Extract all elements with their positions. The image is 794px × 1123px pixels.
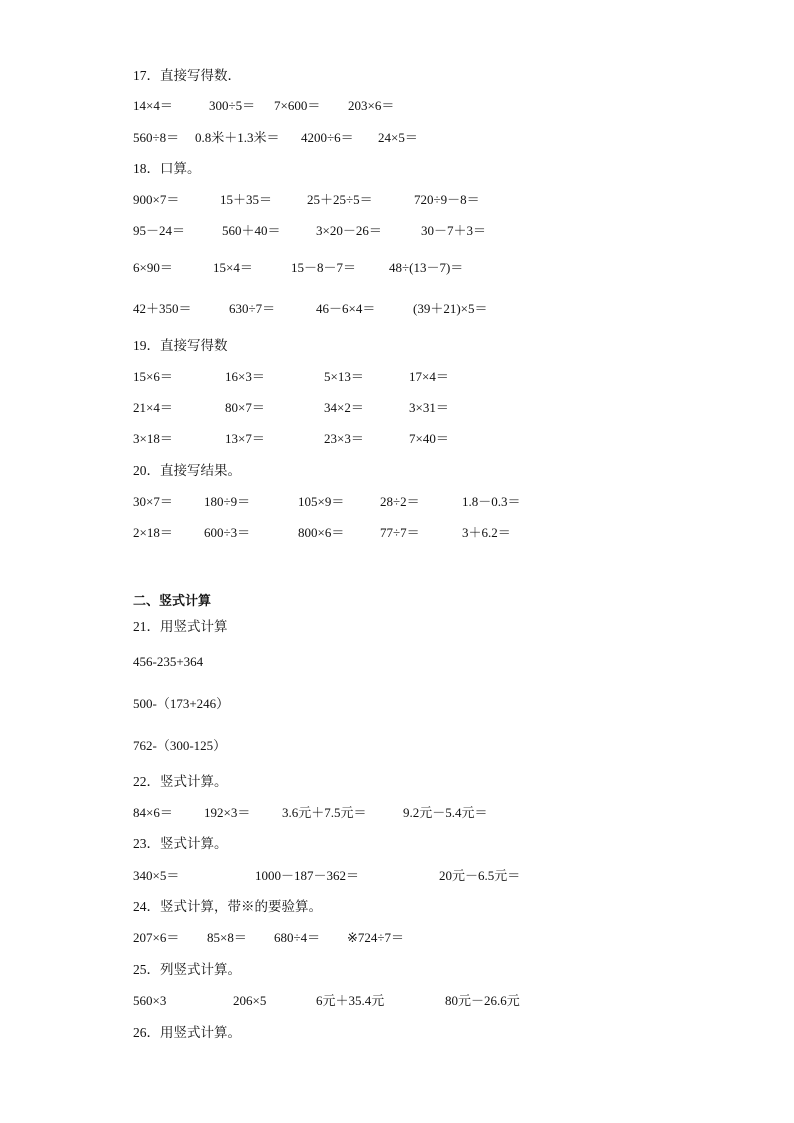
expr: 300÷5＝	[209, 98, 256, 113]
expr: 21×4＝	[133, 400, 173, 415]
expr: 30×7＝	[133, 494, 173, 509]
q21-item-1: 456-235+364	[133, 654, 204, 669]
expr: 77÷7＝	[380, 525, 420, 540]
expr: 42＋350＝	[133, 301, 192, 316]
expr: 680÷4＝	[274, 930, 321, 945]
expr: 3＋6.2＝	[462, 525, 511, 540]
expr: 17×4＝	[409, 369, 449, 384]
expr: 25＋25÷5＝	[307, 192, 373, 207]
q18-heading: 18．口算。	[133, 161, 201, 176]
expr: 560×3	[133, 993, 167, 1008]
expr: 84×6＝	[133, 805, 173, 820]
expr: 6元＋35.4元	[316, 993, 385, 1008]
q21-item-3: 762-（300-125）	[133, 738, 227, 753]
q19-heading: 19．直接写得数	[133, 338, 228, 353]
expr: 23×3＝	[324, 431, 364, 446]
expr: 15＋35＝	[220, 192, 273, 207]
expr: 15－8－7＝	[291, 260, 357, 275]
q25-heading: 25．列竖式计算。	[133, 962, 241, 977]
expr: 203×6＝	[348, 98, 395, 113]
q23-heading: 23．竖式计算。	[133, 836, 228, 851]
expr: 3×18＝	[133, 431, 173, 446]
expr: 5×13＝	[324, 369, 364, 384]
expr: 1.8－0.3＝	[462, 494, 521, 509]
expr: 7×40＝	[409, 431, 449, 446]
expr: 48÷(13－7)＝	[389, 260, 464, 275]
expr: 900×7＝	[133, 192, 180, 207]
expr: ※724÷7＝	[347, 930, 405, 945]
expr: 207×6＝	[133, 930, 180, 945]
expr: 6×90＝	[133, 260, 173, 275]
expr: 4200÷6＝	[301, 130, 354, 145]
expr: (39＋21)×5＝	[413, 301, 488, 316]
expr: 3×20－26＝	[316, 223, 382, 238]
expr: 20元－6.5元＝	[439, 868, 521, 883]
expr: 15×6＝	[133, 369, 173, 384]
expr: 46－6×4＝	[316, 301, 376, 316]
expr: 560÷8＝	[133, 130, 180, 145]
expr: 24×5＝	[378, 130, 418, 145]
expr: 560＋40＝	[222, 223, 281, 238]
expr: 720÷9－8＝	[414, 192, 480, 207]
expr: 15×4＝	[213, 260, 253, 275]
expr: 80×7＝	[225, 400, 265, 415]
q22-heading: 22．竖式计算。	[133, 774, 228, 789]
q17-heading: 17．直接写得数．	[133, 68, 241, 83]
expr: 3×31＝	[409, 400, 449, 415]
expr: 7×600＝	[274, 98, 321, 113]
expr: 0.8米＋1.3米＝	[195, 130, 280, 145]
expr: 3.6元＋7.5元＝	[282, 805, 367, 820]
q24-heading: 24．竖式计算，带※的要验算。	[133, 899, 322, 914]
expr: 95－24＝	[133, 223, 186, 238]
expr: 1000－187－362＝	[255, 868, 360, 883]
expr: 800×6＝	[298, 525, 345, 540]
q20-heading: 20．直接写结果。	[133, 463, 241, 478]
expr: 13×7＝	[225, 431, 265, 446]
expr: 16×3＝	[225, 369, 265, 384]
expr: 340×5＝	[133, 868, 180, 883]
expr: 192×3＝	[204, 805, 251, 820]
expr: 34×2＝	[324, 400, 364, 415]
expr: 180÷9＝	[204, 494, 251, 509]
expr: 105×9＝	[298, 494, 345, 509]
expr: 85×8＝	[207, 930, 247, 945]
expr: 14×4＝	[133, 98, 173, 113]
expr: 630÷7＝	[229, 301, 276, 316]
q21-item-2: 500-（173+246）	[133, 696, 230, 711]
q26-heading: 26．用竖式计算。	[133, 1025, 241, 1040]
expr: 30－7＋3＝	[421, 223, 487, 238]
section-title: 二、竖式计算	[133, 593, 212, 608]
expr: 9.2元－5.4元＝	[403, 805, 488, 820]
expr: 2×18＝	[133, 525, 173, 540]
expr: 206×5	[233, 993, 267, 1008]
expr: 80元－26.6元	[445, 993, 520, 1008]
expr: 28÷2＝	[380, 494, 420, 509]
expr: 600÷3＝	[204, 525, 251, 540]
q21-heading: 21．用竖式计算	[133, 619, 228, 634]
